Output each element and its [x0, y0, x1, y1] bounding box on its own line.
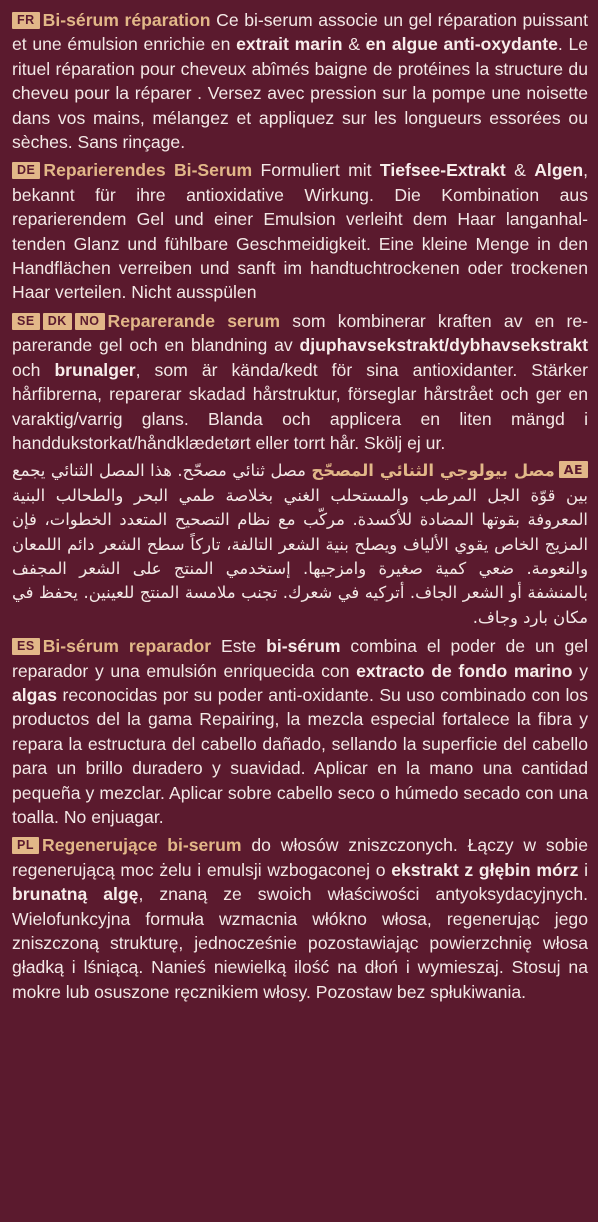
- section-swedish: [12, 309, 588, 455]
- body-text: y: [572, 660, 588, 681]
- highlighted-ingredient: brunatną algę: [12, 884, 139, 905]
- body-text: مصل ثنائي مصحّح. هذا المصل الثنائي يجمع بين قوّة الجل المرطب والمستحلب الغني بخلاصة طمي البحر والطحالب البنية المعروفة بقوتها المضادة للأكسدة. مركّب مع نظام التصحيح المتعدد الخطوات، فإن المزيج الخاص يقوي الألياف ويصلح بنية الشعر التالفة، تاركاً سطح الشعر دائم اللمعان والنعومة. ضعي كمية صغيرة وامزجيها. إستخدمي المنتج على الشعر المجفف بالمنشفة أو الشعر الجاف. أتركيه في شعرك. تجنب ملامسة المنتج للعينين. يحفظ في مكان بارد وجاف.: [12, 461, 588, 627]
- section-arabic: [12, 459, 588, 630]
- body-text: Ce bi-serum associe un gel réparation puissant et une émulsion enrichie en: [12, 10, 588, 55]
- highlighted-ingredient: extracto de fondo marino: [356, 660, 573, 681]
- language-badge-ae: AE: [559, 461, 588, 478]
- language-badge-es: ES: [12, 638, 40, 655]
- body-text: &: [505, 160, 535, 181]
- body-text: &: [342, 34, 366, 55]
- section-title: Bi-sérum réparation: [42, 10, 211, 30]
- body-text: , znaną ze swoich właściwości antyoksydacyjnych. Wielofunkcyjna formuła wzmacnia włókno włosa, regenerując jego zniszczoną strukturę, jednocześnie pozostawiając powierzchnię włosa gładką i lśniącą. Nanieś niewielką ilość na dłoń i wymieszaj. Stosuj na mokre lub osuszone ręcznikiem włosy. Pozostaw bez spłukiwania.: [12, 884, 588, 1002]
- body-text: , som är kända/kedt för sina antioxidanter. Stärker hårfibrerna, reparerar skadad hårstruktur, förseglar hårstrået och ger en varaktig/varrig glans. Blanda och applicera en liten mängd i handdukstorkat/håndklædetørt eller torrt hår. Skölj ej ur.: [12, 359, 588, 453]
- body-text: Formuliert mit: [252, 160, 380, 181]
- section-title: Regenerujące bi-serum: [41, 835, 242, 856]
- highlighted-ingredient: Algen: [534, 160, 584, 181]
- body-text: combina el poder de un gel reparador y una emulsión enriquecida con: [12, 636, 588, 681]
- section-title: Reparierendes Bi-Serum: [43, 160, 253, 181]
- highlighted-ingredient: ekstrakt z głębin mórz: [391, 859, 579, 880]
- section-german: [12, 158, 588, 304]
- language-badge-dk: DK: [43, 313, 72, 330]
- body-text: och: [12, 359, 55, 380]
- body-text: . Le rituel réparation pour cheveux abîmés baigne de protéines la structure du cheveu pour la réparer . Versez avec pression sur la pompe une noisette dans vos mains, mélangez et appliquez sur les longueurs essorées ou sèches. Sans rinçage.: [12, 34, 589, 153]
- section-spanish: [12, 634, 588, 829]
- highlighted-ingredient: en algue anti-oxydante: [365, 34, 558, 55]
- body-text: reconocidas por su poder anti-oxidante. Su uso combinado con los productos del la gama Repairing, la mezcla especial fortalece la fibra y repara la estructura del cabello dañado, sellando la superficie del cabello para un brillo duradero y suavidad. Aplicar en la mano una cantidad pequeña y mezclar. Aplicar sobre cabello seco o húmedo secado con una toalla. No enjuagar.: [12, 684, 588, 827]
- section-french: [12, 8, 588, 154]
- highlighted-ingredient: bi-sérum: [266, 636, 341, 657]
- highlighted-ingredient: algas: [12, 684, 57, 705]
- section-title: Reparerande serum: [107, 310, 281, 331]
- language-badge-pl: PL: [12, 837, 39, 854]
- language-badge-se: SE: [12, 313, 40, 330]
- highlighted-ingredient: extrait marin: [236, 34, 343, 55]
- body-text: do włosów zniszczonych. Łączy w sobie regenerującą moc żelu i emulsji wzbogaconej o: [12, 835, 588, 880]
- body-text: som kombinerar kraften av en reparerande gel och en blandning av: [12, 310, 588, 356]
- section-polish: [12, 833, 588, 1004]
- highlighted-ingredient: Tiefsee-Extrakt: [379, 160, 506, 181]
- language-badge-fr: FR: [12, 12, 40, 29]
- body-text: , bekannt für ihre antioxidative Wirkung. Die Kombination aus reparierendem Gel und einer Emulsion verleiht dem Haar langanhaltenden Glanz und fühlbare Geschmeidigkeit. Eine kleine Menge in den Handflächen verreiben und sanft im handtuchtrockenen oder trockenen Haar verteilen. Nicht ausspülen: [12, 160, 588, 303]
- section-title: Bi-sérum reparador: [42, 636, 212, 657]
- body-text: Este: [211, 636, 267, 657]
- language-badge-no: NO: [75, 313, 105, 330]
- highlighted-ingredient: brunalger: [54, 359, 136, 380]
- highlighted-ingredient: djuphavsekstrakt/dybhavsekstrakt: [299, 335, 588, 356]
- section-title: مصل بيولوجي الثنائي المصحّح: [311, 461, 555, 481]
- body-text: i: [578, 859, 589, 880]
- language-badge-de: DE: [12, 162, 40, 179]
